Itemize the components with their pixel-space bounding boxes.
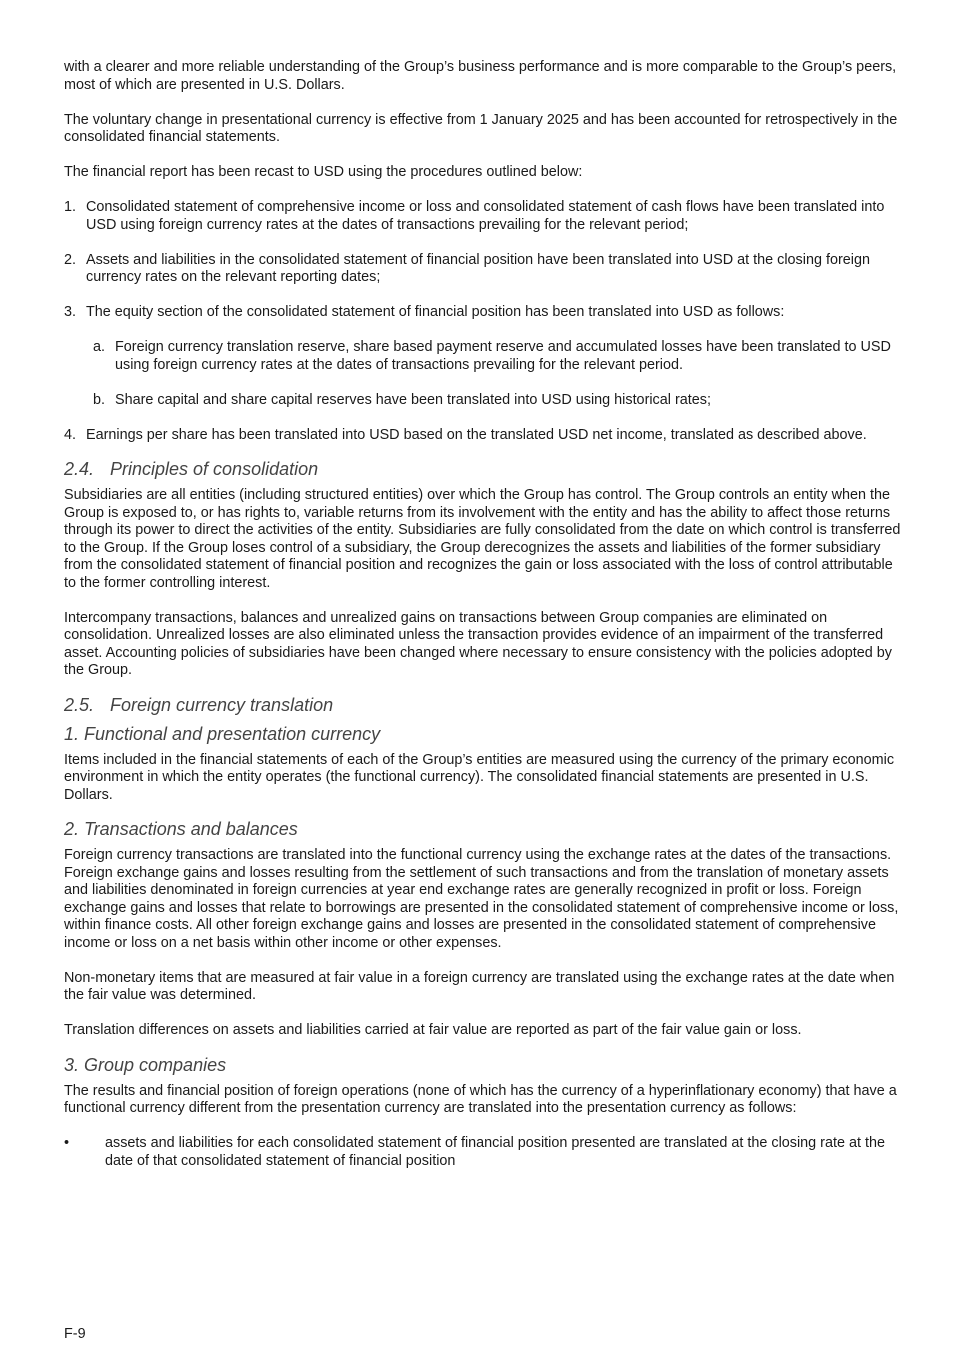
bullet-dot: • xyxy=(64,1135,70,1151)
section-title: Foreign currency translation xyxy=(110,694,334,715)
equity-sub-letter: b. xyxy=(93,391,106,408)
equity-sub-text: Foreign currency translation reserve, share based payment reserve and accumulated losses have been translated to USD using foreign currency rates at the dates of transactions prevailing for the relevant period. xyxy=(115,339,891,373)
section-number: 2.4. xyxy=(64,459,95,479)
subheading-group-companies: 3. Group companies xyxy=(64,1054,227,1075)
procedure-text: Earnings per share has been translated into USD based on the translated USD net income, translated as described above. xyxy=(86,426,867,443)
group-companies-paragraph: The results and financial position of foreign operations (none of which has the currency of a hyperinflationary economy) that have a functional currency different from the presentation currency are translated into the presentation currency as follows: xyxy=(64,1082,897,1116)
intro-paragraph-1: with a clearer and more reliable understanding of the Group’s business performance and is more comparable to the Group’s peers, most of which are presented in U.S. Dollars. xyxy=(64,59,897,93)
procedure-number: 3. xyxy=(64,304,77,320)
bullet-item xyxy=(64,1135,904,1170)
document-page xyxy=(64,59,904,1170)
transactions-paragraph-2: Non-monetary items that are measured at fair value in a foreign currency are translated using the exchange rates at the date when the fair value was determined. xyxy=(64,969,895,1003)
transactions-paragraph-3: Translation differences on assets and liabilities carried at fair value are reported as part of the fair value gain or loss. xyxy=(64,1022,802,1038)
procedure-number: 1. xyxy=(64,199,77,215)
transactions-paragraph-1: Foreign currency transactions are translated into the functional currency using the exchange rates at the dates of the transactions. Foreign exchange gains and losses resulting from the settlement of such transactions and from the translation of monetary assets and liabilities denominated in foreign currencies at year end exchange rates are generally recognized in profit or loss. Foreign exchange gains and losses that relate to borrowings are presented in the consolidated statement of comprehensive income or loss, within finance costs. All other foreign exchange gains and losses are presented in the consolidated statement of comprehensive income or loss on a net basis within other income or other expenses. xyxy=(64,847,899,951)
procedure-number: 4. xyxy=(64,426,77,443)
procedure-number: 2. xyxy=(64,251,77,268)
equity-sub-item xyxy=(93,339,904,374)
procedure-text: The equity section of the consolidated statement of financial position has been translated into USD as follows: xyxy=(86,304,785,320)
section-heading-2-5 xyxy=(64,694,904,716)
procedure-text: Assets and liabilities in the consolidated statement of financial position have been translated into USD at the closing foreign currency rates on the relevant reporting dates; xyxy=(86,251,870,285)
intro-paragraph-3: The financial report has been recast to USD using the procedures outlined below: xyxy=(64,164,583,180)
intro-paragraph-2: The voluntary change in presentational currency is effective from 1 January 2025 and has been accounted for retrospectively in the consolidated financial statements. xyxy=(64,111,898,145)
equity-sub-letter: a. xyxy=(93,339,106,355)
equity-sub-item xyxy=(93,392,904,410)
consolidation-paragraph-1: Subsidiaries are all entities (including structured entities) over which the Group has control. The Group controls an entity when the Group is exposed to, or has rights to, variable returns from its involvement with the entity and has the ability to affect those returns through its power to direct the activities of the entity. Subsidiaries are fully consolidated from the date on which control is transferred to the Group. If the Group loses control of a subsidiary, the Group derecognizes the assets and liabilities of the former subsidiary from the consolidated statement of financial position and recognizes the gain or loss associated with the loss of control attributable to the former controlling interest. xyxy=(64,487,901,591)
section-title: Principles of consolidation xyxy=(110,459,319,479)
procedures-list xyxy=(64,199,904,444)
procedure-text: Consolidated statement of comprehensive income or loss and consolidated statement of cash flows have been translated into USD using foreign currency rates at the dates of transactions prevailing for the relevant period; xyxy=(86,199,885,233)
section-number: 2.5. xyxy=(64,694,95,715)
procedure-item xyxy=(64,304,904,322)
page-number: F-9 xyxy=(64,1326,86,1342)
procedure-item xyxy=(64,427,904,445)
consolidation-paragraph-2: Intercompany transactions, balances and unrealized gains on transactions between Group companies are eliminated on consolidation. Unrealized losses are also eliminated unless the transaction provides evidence of an impairment of the transferred asset. Accounting policies of subsidiaries have been changed where necessary to ensure consistency with the policies adopted by the Group. xyxy=(64,609,892,678)
equity-sublist xyxy=(64,339,904,409)
procedure-item xyxy=(64,199,904,234)
subheading-transactions-balances: 2. Transactions and balances xyxy=(64,819,298,839)
procedure-item xyxy=(64,252,904,287)
equity-sub-text: Share capital and share capital reserves have been translated into USD using historical rates; xyxy=(115,391,711,408)
section-heading-2-4 xyxy=(64,458,904,480)
bullet-text: assets and liabilities for each consolidated statement of financial position presented are translated at the closing rate at the date of that consolidated statement of financial position xyxy=(105,1135,885,1169)
functional-currency-paragraph: Items included in the financial statements of each of the Group’s entities are measured using the currency of the primary economic environment in which the entity operates (the functional currency). The consolidated financial statements are presented in U.S. Dollars. xyxy=(64,751,895,803)
subheading-functional-currency: 1. Functional and presentation currency xyxy=(64,723,381,744)
